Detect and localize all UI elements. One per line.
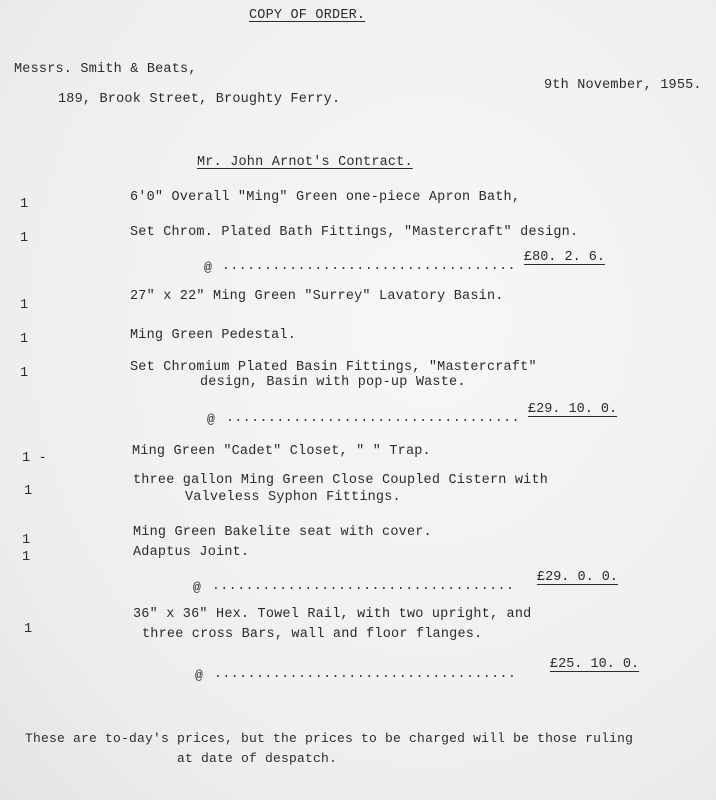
- item-description: 36" x 36" Hex. Towel Rail, with two upright, and: [133, 607, 532, 622]
- dot-leader: ....................................: [214, 666, 517, 681]
- item-description: Set Chromium Plated Basin Fittings, "Mastercraft": [130, 360, 537, 375]
- group-price: £80. 2. 6.: [524, 250, 606, 265]
- item-quantity: 1: [20, 332, 29, 347]
- item-description: Set Chrom. Plated Bath Fittings, "Mastercraft" design.: [130, 225, 579, 240]
- item-description-continued: three cross Bars, wall and floor flanges.: [142, 627, 483, 642]
- item-description: three gallon Ming Green Close Coupled Cistern with: [133, 473, 549, 488]
- at-symbol: @: [193, 580, 201, 595]
- item-description: Ming Green "Cadet" Closet, " " Trap.: [132, 444, 431, 459]
- item-quantity: 1: [20, 197, 29, 212]
- item-quantity: 1: [24, 484, 33, 499]
- at-symbol: @: [207, 412, 215, 427]
- dot-leader: ...................................: [222, 258, 517, 273]
- at-symbol: @: [204, 260, 212, 275]
- item-description-continued: Valveless Syphon Fittings.: [185, 490, 401, 505]
- order-date: 9th November, 1955.: [544, 78, 702, 93]
- dot-leader: ....................................: [212, 578, 515, 593]
- group-price: £25. 10. 0.: [550, 657, 640, 672]
- group-price: £29. 0. 0.: [537, 570, 619, 585]
- item-quantity: 1: [24, 622, 33, 637]
- contract-title: Mr. John Arnot's Contract.: [197, 155, 413, 170]
- footer-note-continued: at date of despatch.: [177, 751, 338, 766]
- page-title: COPY OF ORDER.: [249, 8, 366, 23]
- group-price: £29. 10. 0.: [528, 402, 618, 417]
- item-quantity: 1 -: [22, 451, 47, 466]
- item-description: 6'0" Overall "Ming" Green one-piece Apron Bath,: [130, 190, 521, 205]
- item-description: Adaptus Joint.: [133, 545, 250, 560]
- addressee-name: Messrs. Smith & Beats,: [14, 62, 197, 77]
- item-description: Ming Green Bakelite seat with cover.: [133, 525, 432, 540]
- item-quantity: 1: [22, 550, 31, 565]
- item-quantity: 1: [20, 231, 29, 246]
- addressee-address: 189, Brook Street, Broughty Ferry.: [58, 92, 341, 107]
- item-quantity: 1: [22, 533, 31, 548]
- dot-leader: ...................................: [226, 410, 521, 425]
- item-quantity: 1: [20, 366, 29, 381]
- item-quantity: 1: [20, 298, 29, 313]
- item-description: Ming Green Pedestal.: [130, 328, 297, 343]
- footer-note: These are to-day's prices, but the prices to be charged will be those ruling: [25, 731, 634, 746]
- item-description: 27" x 22" Ming Green "Surrey" Lavatory Basin.: [130, 289, 504, 304]
- item-description-continued: design, Basin with pop-up Waste.: [200, 375, 466, 390]
- at-symbol: @: [195, 668, 203, 683]
